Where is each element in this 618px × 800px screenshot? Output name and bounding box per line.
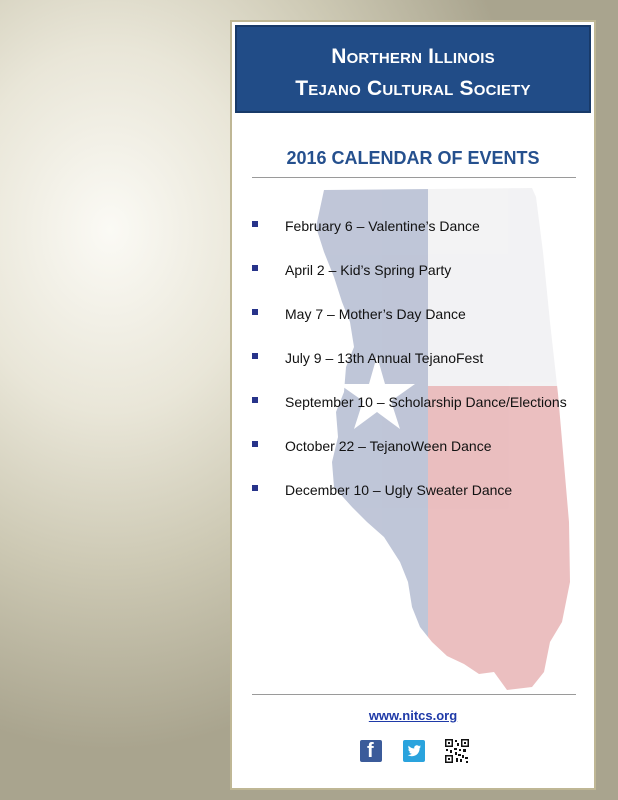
facebook-icon[interactable]: f — [360, 740, 382, 762]
website-link[interactable]: www.nitcs.org — [368, 708, 458, 723]
heading-divider — [252, 177, 576, 178]
footer-divider — [252, 694, 576, 695]
event-text: October 22 – TejanoWeen Dance — [285, 438, 492, 454]
event-text: February 6 – Valentine’s Dance — [285, 218, 480, 234]
event-text: July 9 – 13th Annual TejanoFest — [285, 350, 484, 366]
bullet-square-icon — [252, 221, 258, 227]
bullet-square-icon — [252, 397, 258, 403]
bullet-square-icon — [252, 441, 258, 447]
flyer-panel — [230, 20, 596, 790]
title-line-1: Northern Illinois — [331, 45, 495, 68]
qr-code-icon[interactable] — [444, 738, 470, 764]
event-text: April 2 – Kid’s Spring Party — [285, 262, 452, 278]
bullet-square-icon — [252, 309, 258, 315]
event-text: May 7 – Mother’s Day Dance — [285, 306, 466, 322]
flag-red-stripe — [428, 386, 596, 706]
title-line-2: Tejano Cultural Society — [295, 77, 531, 100]
twitter-icon[interactable] — [403, 740, 425, 762]
flag-blue-field — [232, 172, 428, 702]
event-text: September 10 – Scholarship Dance/Elections — [285, 394, 567, 410]
title-banner — [235, 25, 591, 113]
bullet-square-icon — [252, 265, 258, 271]
calendar-heading: 2016 CALENDAR OF EVENTS — [286, 148, 540, 168]
bullet-square-icon — [252, 485, 258, 491]
bullet-square-icon — [252, 353, 258, 359]
event-text: December 10 – Ugly Sweater Dance — [285, 482, 513, 498]
